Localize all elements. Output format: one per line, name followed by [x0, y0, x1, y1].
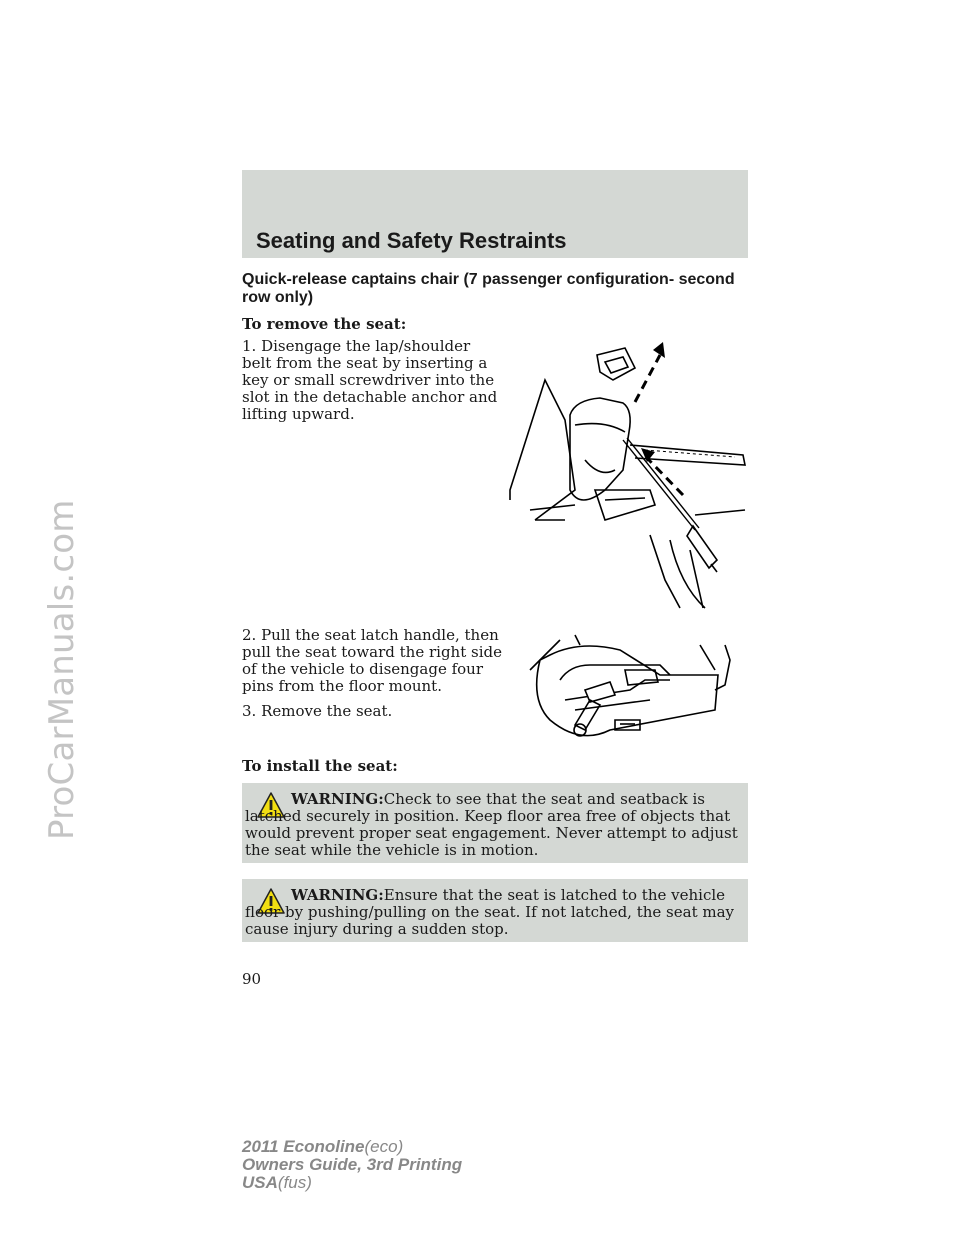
- footer-model: 2011 Econoline: [242, 1137, 365, 1156]
- step-3-text: 3. Remove the seat.: [242, 702, 393, 720]
- warning-box: [242, 879, 748, 942]
- warning-label: WARNING:: [291, 886, 384, 904]
- remove-heading: To remove the seat:: [242, 315, 407, 333]
- footer-market-code: (fus): [277, 1173, 312, 1192]
- section-header: [242, 170, 748, 258]
- step-1-text: 1. Disengage the lap/shoulder belt from the seat by inserting a key or small screwdriver into the slot in the detachable anchor and lifting upward.: [242, 337, 498, 423]
- page-number: 90: [242, 970, 262, 988]
- warning-label: WARNING:: [291, 790, 384, 808]
- page-title: Seating and Safety Restraints: [256, 228, 567, 253]
- footer-model-code: (eco): [364, 1137, 404, 1156]
- warning-text: [245, 887, 740, 938]
- seat-latch-illustration: [520, 630, 745, 750]
- watermark-text: ProCarManuals.com: [42, 499, 82, 840]
- step-2-text: 2. Pull the seat latch handle, then pull the seat toward the right side of the vehicle to disengage four pins from the floor mount.: [242, 626, 502, 695]
- warning-text: [245, 791, 740, 859]
- footer-market: USA: [242, 1173, 278, 1192]
- watermark: [0, 0, 82, 1242]
- document-footer: [242, 1138, 462, 1192]
- footer-edition: Owners Guide, 3rd Printing: [242, 1155, 463, 1174]
- warning-body: Check to see that the seat and seatback is latched securely in position. Keep floor area free of objects that would prevent proper seat engagement. Never attempt to adjust the seat while the vehicle is in motion.: [245, 790, 738, 859]
- belt-anchor-illustration: [505, 340, 750, 610]
- section-title: Quick-release captains chair (7 passenger configuration- second row only): [242, 271, 735, 306]
- install-heading: To install the seat:: [242, 757, 398, 775]
- warning-box: [242, 783, 748, 863]
- warning-body: Ensure that the seat is latched to the vehicle floor by pushing/pulling on the seat. If not latched, the seat may cause injury during a sudden stop.: [245, 886, 735, 938]
